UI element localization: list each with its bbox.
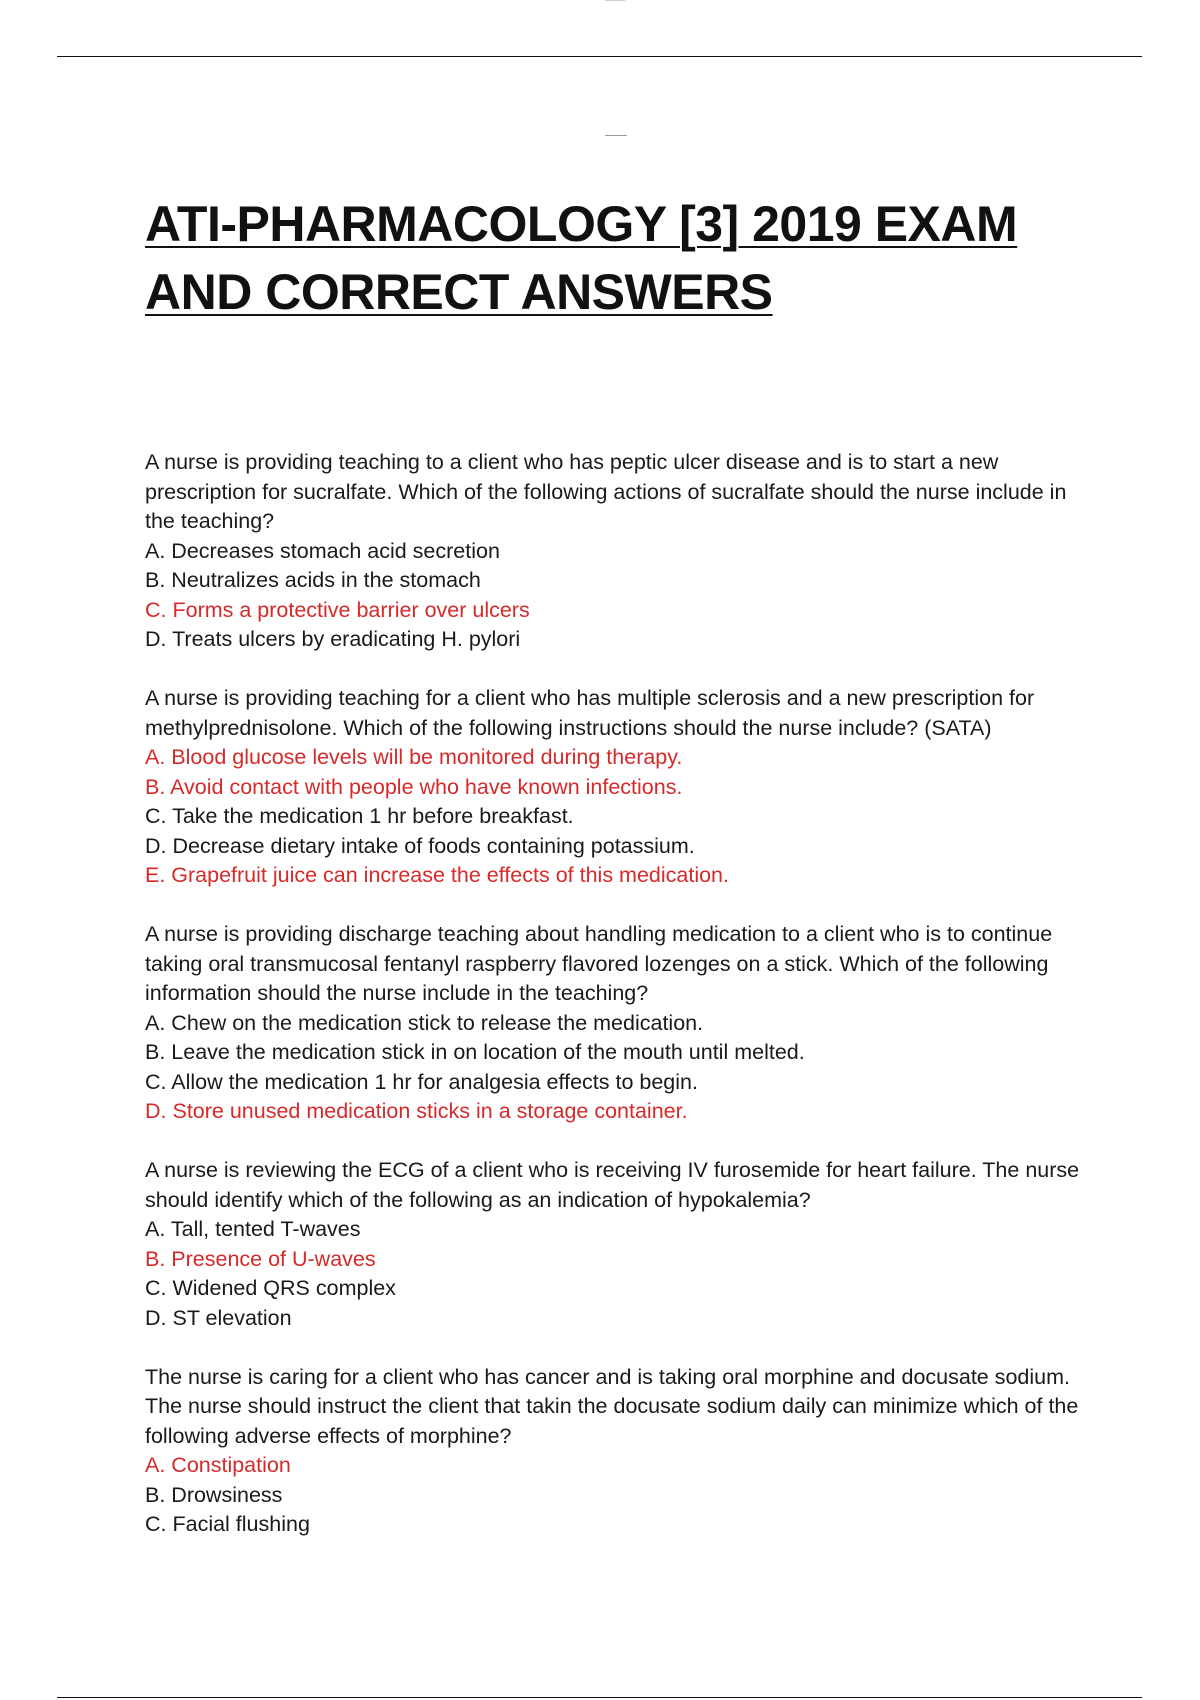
document-title-line-1: ATI-PHARMACOLOGY [3] 2019 EXAM [145,196,1018,252]
correct-answer-option: E. Grapefruit juice can increase the effects of this medication. [145,863,729,887]
question-stem: A nurse is providing discharge teaching about handling medication to a client who is to continue taking oral transmucosal fentanyl raspberry flavored lozenges on a stick. Which of the following information should the nurse include in the teaching? [145,922,1053,1005]
answer-option: A. Decreases stomach acid secretion [145,538,500,563]
correct-answer-option: A. Constipation [145,1453,291,1477]
correct-answer-option: B. Avoid contact with people who have known infections. [145,774,683,799]
top-page-mark [605,0,625,1]
questions-list [145,448,1085,1569]
footer-rule [57,1697,1142,1698]
document-title [145,190,1045,326]
answer-option: B. Drowsiness [145,1482,283,1507]
answer-option: D. Decrease dietary intake of foods containing potassium. [145,833,695,858]
document-title-line-2: AND CORRECT ANSWERS [145,264,773,320]
correct-answer-option: D. Store unused medication sticks in a storage container. [145,1099,688,1123]
answer-option: C. Take the medication 1 hr before breakfast. [145,804,574,828]
question-stem: A nurse is reviewing the ECG of a client who is receiving IV furosemide for heart failure. The nurse should identify which of the following as an indication of hypokalemia? [145,1158,1080,1212]
correct-answer-option: C. Forms a protective barrier over ulcers [145,597,530,622]
question-stem: A nurse is providing teaching to a client who has peptic ulcer disease and is to start a new prescription for sucralfate. Which of the following actions of sucralfate should the nurse include in the teaching? [145,450,1067,533]
answer-option: C. Facial flushing [145,1512,310,1536]
question-5 [145,1363,1085,1540]
question-stem: A nurse is providing teaching for a client who has multiple sclerosis and a new prescription for methylprednisolone. Which of the following instructions should the nurse include? (SATA) [145,686,1035,740]
question-3 [145,920,1085,1127]
answer-option: B. Neutralizes acids in the stomach [145,568,481,592]
question-4 [145,1156,1085,1333]
correct-answer-option: A. Blood glucose levels will be monitored during therapy. [145,745,683,769]
answer-option: A. Tall, tented T-waves [145,1217,361,1241]
correct-answer-option: B. Presence of U-waves [145,1246,376,1271]
answer-option: C. Widened QRS complex [145,1276,396,1300]
question-stem: The nurse is caring for a client who has cancer and is taking oral morphine and docusate sodium. The nurse should instruct the client that takin the docusate sodium daily can minimize which of the following adverse effects of morphine? [145,1364,1079,1448]
answer-option: D. ST elevation [145,1305,292,1330]
question-2 [145,684,1085,891]
answer-option: D. Treats ulcers by eradicating H. pylori [145,627,521,651]
header-dash-mark [605,135,627,136]
answer-option: B. Leave the medication stick in on location of the mouth until melted. [145,1040,805,1064]
answer-option: A. Chew on the medication stick to release the medication. [145,1010,704,1035]
question-1 [145,448,1085,655]
header-rule [57,56,1142,57]
answer-option: C. Allow the medication 1 hr for analgesia effects to begin. [145,1069,698,1094]
